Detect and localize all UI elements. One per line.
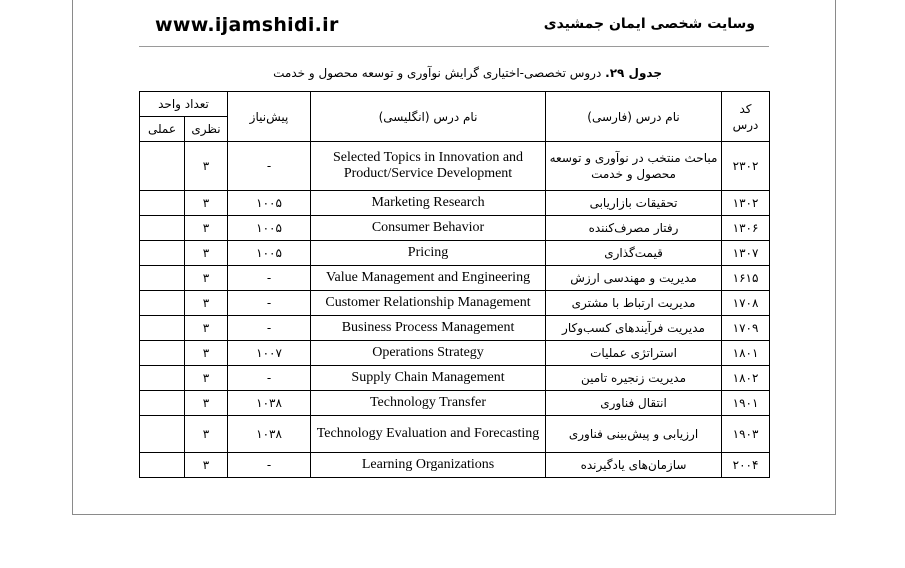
table-row bbox=[140, 241, 770, 266]
cell-theory: ۳ bbox=[185, 391, 228, 416]
courses-table bbox=[139, 91, 770, 478]
cell-practical bbox=[140, 416, 185, 453]
table-row bbox=[140, 316, 770, 341]
cell-practical bbox=[140, 241, 185, 266]
cell-theory: ۳ bbox=[185, 241, 228, 266]
cell-course-code: ۲۰۰۴ bbox=[722, 453, 770, 478]
cell-name-en: Consumer Behavior bbox=[311, 216, 546, 241]
cell-practical bbox=[140, 191, 185, 216]
table-row bbox=[140, 291, 770, 316]
cell-prerequisite: - bbox=[228, 266, 311, 291]
cell-practical bbox=[140, 291, 185, 316]
cell-name-fa: مدیریت فرآیندهای کسب‌وکار bbox=[546, 316, 722, 341]
cell-course-code: ۱۳۰۷ bbox=[722, 241, 770, 266]
cell-prerequisite: - bbox=[228, 366, 311, 391]
cell-course-code: ۱۸۰۱ bbox=[722, 341, 770, 366]
cell-practical bbox=[140, 266, 185, 291]
table-caption bbox=[139, 66, 662, 80]
caption-text: دروس تخصصی-اختیاری گرایش نوآوری و توسعه محصول و خدمت bbox=[273, 66, 602, 80]
table-row bbox=[140, 416, 770, 453]
cell-prerequisite: ۱۰۰۵ bbox=[228, 241, 311, 266]
cell-practical bbox=[140, 341, 185, 366]
cell-name-en: Technology Evaluation and Forecasting bbox=[311, 416, 546, 453]
cell-name-fa: رفتار مصرف‌کننده bbox=[546, 216, 722, 241]
cell-course-code: ۱۷۰۹ bbox=[722, 316, 770, 341]
cell-practical bbox=[140, 391, 185, 416]
cell-course-code: ۱۳۰۲ bbox=[722, 191, 770, 216]
table-body bbox=[140, 142, 770, 478]
cell-name-en: Technology Transfer bbox=[311, 391, 546, 416]
cell-name-fa: سازمان‌های یادگیرنده bbox=[546, 453, 722, 478]
name-en-header: نام درس (انگلیسی) bbox=[311, 92, 546, 142]
code-header-line2: درس bbox=[732, 117, 759, 132]
cell-theory: ۳ bbox=[185, 341, 228, 366]
units-group-header: تعداد واحد bbox=[140, 92, 228, 117]
cell-name-fa: تحقیقات بازاریابی bbox=[546, 191, 722, 216]
cell-name-en: Supply Chain Management bbox=[311, 366, 546, 391]
cell-name-fa: مدیریت ارتباط با مشتری bbox=[546, 291, 722, 316]
cell-name-fa: ارزیابی و پیش‌بینی فناوری bbox=[546, 416, 722, 453]
header-divider bbox=[139, 46, 769, 47]
cell-practical bbox=[140, 316, 185, 341]
cell-name-fa: قیمت‌گذاری bbox=[546, 241, 722, 266]
cell-name-en: Customer Relationship Management bbox=[311, 291, 546, 316]
cell-theory: ۳ bbox=[185, 216, 228, 241]
cell-course-code: ۱۹۰۳ bbox=[722, 416, 770, 453]
prerequisite-header: پیش‌نیاز bbox=[228, 92, 311, 142]
cell-name-fa: استراتژی عملیات bbox=[546, 341, 722, 366]
table-row bbox=[140, 453, 770, 478]
cell-name-en: Value Management and Engineering bbox=[311, 266, 546, 291]
cell-name-en: Operations Strategy bbox=[311, 341, 546, 366]
practical-header: عملی bbox=[140, 117, 185, 142]
cell-theory: ۳ bbox=[185, 416, 228, 453]
cell-prerequisite: ۱۰۰۵ bbox=[228, 216, 311, 241]
cell-prerequisite: - bbox=[228, 453, 311, 478]
cell-practical bbox=[140, 453, 185, 478]
table-row bbox=[140, 366, 770, 391]
cell-name-en: Marketing Research bbox=[311, 191, 546, 216]
cell-theory: ۳ bbox=[185, 366, 228, 391]
cell-name-fa: مدیریت و مهندسی ارزش bbox=[546, 266, 722, 291]
cell-name-en: Learning Organizations bbox=[311, 453, 546, 478]
cell-practical bbox=[140, 142, 185, 191]
cell-course-code: ۱۷۰۸ bbox=[722, 291, 770, 316]
cell-course-code: ۱۳۰۶ bbox=[722, 216, 770, 241]
site-url: www.ijamshidi.ir bbox=[155, 14, 339, 36]
cell-name-fa: مدیریت زنجیره تامین bbox=[546, 366, 722, 391]
cell-course-code: ۱۹۰۱ bbox=[722, 391, 770, 416]
cell-practical bbox=[140, 366, 185, 391]
cell-prerequisite: ۱۰۳۸ bbox=[228, 416, 311, 453]
cell-prerequisite: ۱۰۰۷ bbox=[228, 341, 311, 366]
name-fa-header: نام درس (فارسی) bbox=[546, 92, 722, 142]
table-row bbox=[140, 391, 770, 416]
cell-theory: ۳ bbox=[185, 191, 228, 216]
cell-theory: ۳ bbox=[185, 266, 228, 291]
code-header-line1: کد bbox=[739, 101, 752, 116]
caption-label: جدول ۲۹. bbox=[605, 66, 662, 80]
cell-name-en: Selected Topics in Innovation and Product/Service Development bbox=[311, 142, 546, 191]
cell-theory: ۳ bbox=[185, 316, 228, 341]
table-row bbox=[140, 142, 770, 191]
cell-theory: ۳ bbox=[185, 291, 228, 316]
cell-prerequisite: ۱۰۳۸ bbox=[228, 391, 311, 416]
cell-course-code: ۱۸۰۲ bbox=[722, 366, 770, 391]
cell-prerequisite: - bbox=[228, 142, 311, 191]
cell-prerequisite: ۱۰۰۵ bbox=[228, 191, 311, 216]
cell-prerequisite: - bbox=[228, 291, 311, 316]
cell-prerequisite: - bbox=[228, 316, 311, 341]
table-row bbox=[140, 216, 770, 241]
cell-name-en: Pricing bbox=[311, 241, 546, 266]
table-row bbox=[140, 266, 770, 291]
table-row bbox=[140, 341, 770, 366]
cell-theory: ۳ bbox=[185, 453, 228, 478]
course-code-header bbox=[722, 92, 770, 142]
site-name: وسایت شخصی ایمان جمشیدی bbox=[543, 16, 755, 32]
cell-name-en: Business Process Management bbox=[311, 316, 546, 341]
cell-course-code: ۲۳۰۲ bbox=[722, 142, 770, 191]
theory-header: نظری bbox=[185, 117, 228, 142]
cell-practical bbox=[140, 216, 185, 241]
cell-name-fa: انتقال فناوری bbox=[546, 391, 722, 416]
cell-name-fa: مباحث منتخب در نوآوری و توسعه محصول و خدمت bbox=[546, 142, 722, 191]
cell-theory: ۳ bbox=[185, 142, 228, 191]
table-row bbox=[140, 191, 770, 216]
cell-course-code: ۱۶۱۵ bbox=[722, 266, 770, 291]
